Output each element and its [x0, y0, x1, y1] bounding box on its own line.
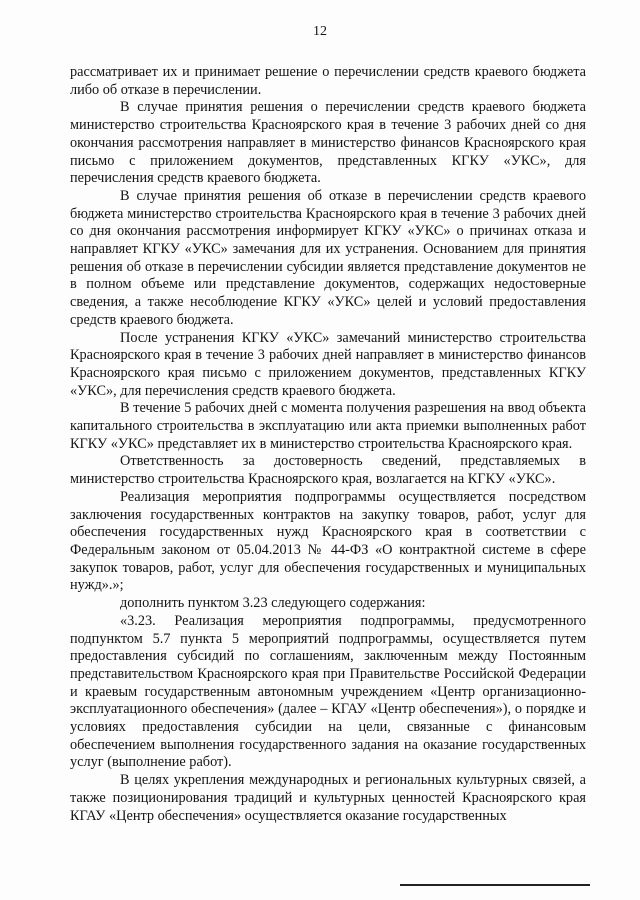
footer-rule — [400, 884, 590, 886]
paragraph-1: рассматривает их и принимает решение о перечислении средств краевого бюджета либо об отказе в перечислении. — [70, 64, 586, 98]
paragraph-7: Реализация мероприятия подпрограммы осуществляется посредством заключения государственных контрактов на закупку товаров, работ, услуг для обеспечения государственных нужд Красноярского края в соответствии с Федеральным законом от 05.04.2013 № 44-ФЗ «О контрактной системе в сфере закупок товаров, работ, услуг для обеспечения государственных и муниципальных нужд».»; — [70, 488, 586, 594]
paragraph-6: Ответственность за достоверность сведений, представляемых в министерство строительства Красноярского края, возлагается на КГКУ «УКС». — [70, 453, 586, 488]
paragraph-9: «3.23. Реализация мероприятия подпрограммы, предусмотренного подпунктом 5.7 пункта 5 мероприятий подпрограммы, осуществляется путем предоставления субсидий по соглашениям, заключенным между Постоянным представительством Красноярского края при Правительстве Российской Федерации и краевым государственным автономным учреждением «Центр организационно-эксплуатационного обеспечения» (далее – КГАУ «Центр обеспечения»), о порядке и условиях предоставления субсидии на цели, связанные с финансовым обеспечением выполнения государственного задания на оказание государственных услуг (выполнение работ). — [70, 612, 586, 771]
page-number: 12 — [313, 24, 327, 39]
paragraph-3: В случае принятия решения об отказе в перечислении средств краевого бюджета министерство строительства Красноярского края в течение 3 рабочих дней со дня окончания рассмотрения информирует КГКУ «УКС» о причинах отказа и направляет КГКУ «УКС» замечания для их устранения. Основанием для принятия решения об отказе в перечислении субсидии является представление документов не в полном объеме или представление документов, содержащих недостоверные сведения, а также несоблюдение КГКУ «УКС» целей и условий предоставления средств краевого бюджета. — [70, 187, 586, 328]
paragraph-10: В целях укрепления международных и региональных культурных связей, а также позиционирования традиций и культурных ценностей Красноярского края КГАУ «Центр обеспечения» осуществляется оказание государственных — [70, 772, 586, 824]
paragraph-2: В случае принятия решения о перечислении средств краевого бюджета министерство строительства Красноярского края в течение 3 рабочих дней со дня окончания рассмотрения направляет в министерство финансов Красноярского края письмо с приложением документов, представленных КГКУ «УКС», для перечисления средств краевого бюджета. — [70, 99, 586, 187]
paragraph-5: В течение 5 рабочих дней с момента получения разрешения на ввод объекта капитального строительства в эксплуатацию или акта приемки выполненных работ КГКУ «УКС» представляет их в министерство строительства Красноярского края. — [70, 400, 586, 452]
paragraph-8: дополнить пунктом 3.23 следующего содержания: — [120, 595, 426, 612]
paragraph-4: После устранения КГКУ «УКС» замечаний министерство строительства Красноярского края в течение 3 рабочих дней направляет в министерство финансов Красноярского края письмо с приложением документов, представленных КГКУ «УКС», для перечисления средств краевого бюджета. — [70, 329, 586, 399]
body-text — [70, 64, 586, 825]
